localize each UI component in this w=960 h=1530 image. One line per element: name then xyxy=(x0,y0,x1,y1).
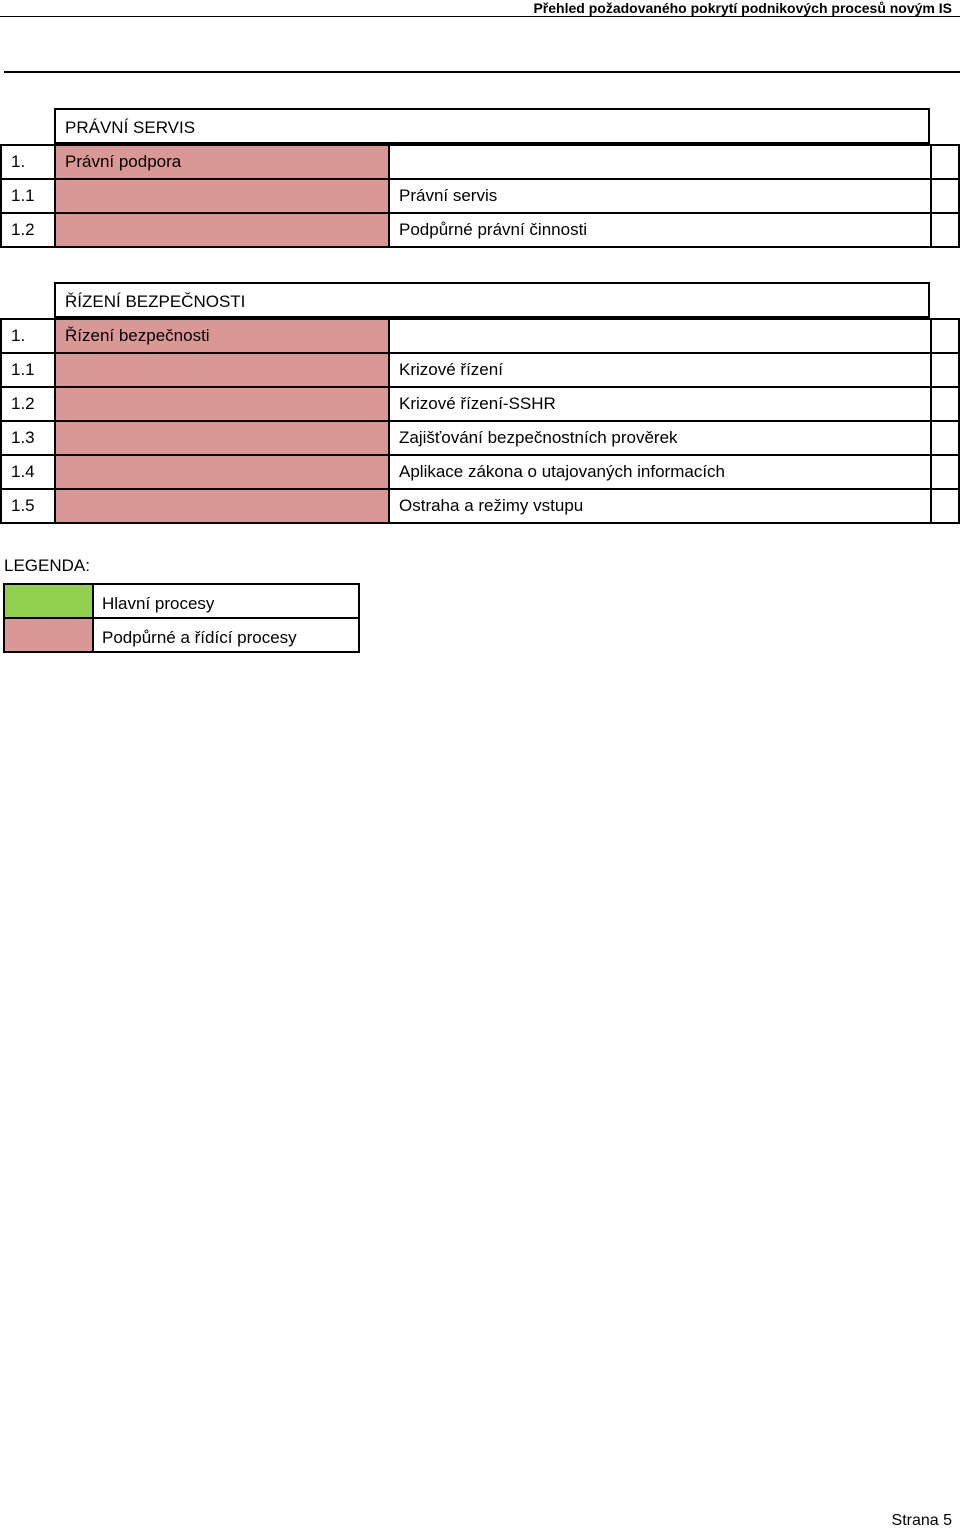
subprocess-cell: Podpůrné právní činnosti xyxy=(388,212,932,248)
process-cell: Právní podpora xyxy=(54,144,390,180)
coverage-cell xyxy=(930,318,960,354)
subprocess-cell: Zajišťování bezpečnostních prověrek xyxy=(388,420,932,456)
legend-swatch-support xyxy=(3,617,94,653)
legend-text: Hlavní procesy xyxy=(92,583,360,619)
legend-text: Podpůrné a řídící procesy xyxy=(92,617,360,653)
page-number: Strana 5 xyxy=(891,1512,952,1529)
coverage-cell xyxy=(930,144,960,180)
coverage-cell xyxy=(930,488,960,524)
process-cell: Řízení bezpečnosti xyxy=(54,318,390,354)
row-number: 1.2 xyxy=(0,386,56,422)
process-cell xyxy=(54,420,390,456)
table-row xyxy=(0,212,960,246)
legend-label: LEGENDA: xyxy=(4,556,90,575)
table-row xyxy=(0,454,960,488)
coverage-cell xyxy=(930,212,960,248)
table-row xyxy=(0,318,960,352)
coverage-cell xyxy=(930,386,960,422)
process-cell xyxy=(54,488,390,524)
subprocess-cell: Krizové řízení xyxy=(388,352,932,388)
subprocess-cell xyxy=(388,318,932,354)
row-number: 1.3 xyxy=(0,420,56,456)
subprocess-cell: Aplikace zákona o utajovaných informacích xyxy=(388,454,932,490)
legend-swatch-main xyxy=(3,583,94,619)
row-number: 1. xyxy=(0,144,56,180)
header-rule xyxy=(0,16,960,17)
table-row xyxy=(0,420,960,454)
row-number: 1.1 xyxy=(0,178,56,214)
section-title: ŘÍZENÍ BEZPEČNOSTI xyxy=(54,282,930,318)
process-cell xyxy=(54,178,390,214)
coverage-cell xyxy=(930,454,960,490)
coverage-cell xyxy=(930,420,960,456)
row-number: 1.4 xyxy=(0,454,56,490)
process-cell xyxy=(54,212,390,248)
subprocess-cell: Ostraha a režimy vstupu xyxy=(388,488,932,524)
subprocess-cell: Krizové řízení-SSHR xyxy=(388,386,932,422)
table-row xyxy=(0,488,960,522)
header-rule xyxy=(4,71,960,73)
section-title: PRÁVNÍ SERVIS xyxy=(54,108,930,144)
row-number: 1.1 xyxy=(0,352,56,388)
table-row xyxy=(0,352,960,386)
page-header-title: Přehled požadovaného pokrytí podnikových procesů novým IS xyxy=(533,0,952,16)
coverage-cell xyxy=(930,352,960,388)
table-row xyxy=(0,386,960,420)
process-cell xyxy=(54,352,390,388)
process-cell xyxy=(54,386,390,422)
table-row xyxy=(0,178,960,212)
table-row xyxy=(0,144,960,178)
row-number: 1.2 xyxy=(0,212,56,248)
row-number: 1.5 xyxy=(0,488,56,524)
process-cell xyxy=(54,454,390,490)
subprocess-cell: Právní servis xyxy=(388,178,932,214)
row-number: 1. xyxy=(0,318,56,354)
coverage-cell xyxy=(930,178,960,214)
subprocess-cell xyxy=(388,144,932,180)
